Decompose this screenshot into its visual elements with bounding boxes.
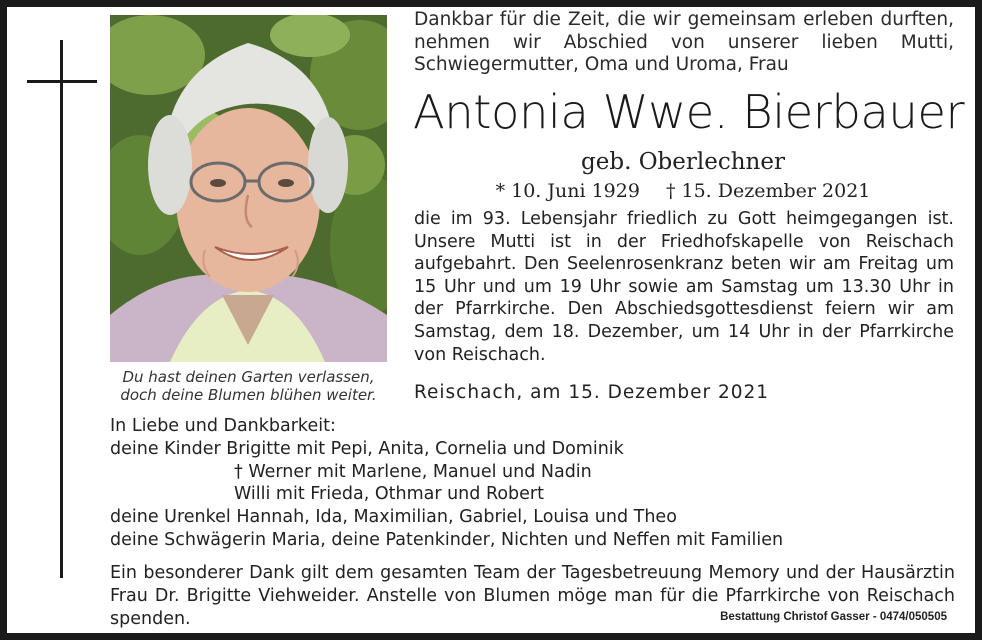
intro-text: Dankbar für die Zeit, die wir gemeinsam erleben durften, nehmen wir Abschied von unserer lieben Mutti, Schwiegermutter, Oma und Uroma, Frau [414,9,954,75]
maiden-name: geb. Oberlechner [581,149,785,175]
undertaker-contact: Bestattung Christof Gasser - 0474/050505 [720,611,947,623]
mourners-line: deine Urenkel Hannah, Ida, Maximilian, Gabriel, Louisa und Theo [110,507,677,528]
announcement-text: die im 93. Lebensjahr friedlich zu Gott heimgegangen ist. Unsere Mutti ist in der Friedhofskapelle von Reischach aufgebahrt. Den Seelenrosenkranz beten wir am Freitag um 15 Uhr und um 19 Uhr sowie am Samstag um 13.30 Uhr in der Pfarrkirche. Den Abschiedsgottesdienst feiern wir am Samstag, dem 18. Dezember, um 14 Uhr in der Pfarrkirche von Reischach. [414,209,954,365]
portrait-photo [110,15,387,362]
caption-line: Du hast deinen Garten verlassen, [122,368,375,386]
life-dates [413,178,953,204]
birth-date: * 10. Juni 1929 [495,180,640,202]
cross-icon-bar [27,80,97,83]
mourners-line: deine Kinder Brigitte mit Pepi, Anita, Cornelia und Dominik [110,438,624,459]
mourners-line: † Werner mit Marlene, Manuel und Nadin [234,461,592,482]
caption-line: doch deine Blumen blühen weiter. [120,386,377,404]
thanks-text: Ein besonderer Dank gilt dem gesamten Team der Tagesbetreuung Memory und der Hausärztin Frau Dr. Brigitte Viehweider. Anstelle von Blumen möge man für die Pfarrkirche von Reischach spenden. [110,563,955,629]
mourners-line: deine Schwägerin Maria, deine Patenkinder, Nichten und Neffen mit Familien [110,529,784,550]
photo-caption [110,368,387,404]
mourners-list [110,415,955,552]
cross-icon [60,40,63,578]
mourners-line: Willi mit Frieda, Othmar und Robert [234,484,544,505]
place-date: Reischach, am 15. Dezember 2021 [414,382,770,403]
death-date: † 15. Dezember 2021 [665,180,871,202]
mourners-heading: In Liebe und Dankbarkeit: [110,416,336,436]
deceased-name: Antonia Wwe. Bierbauer [413,85,965,139]
